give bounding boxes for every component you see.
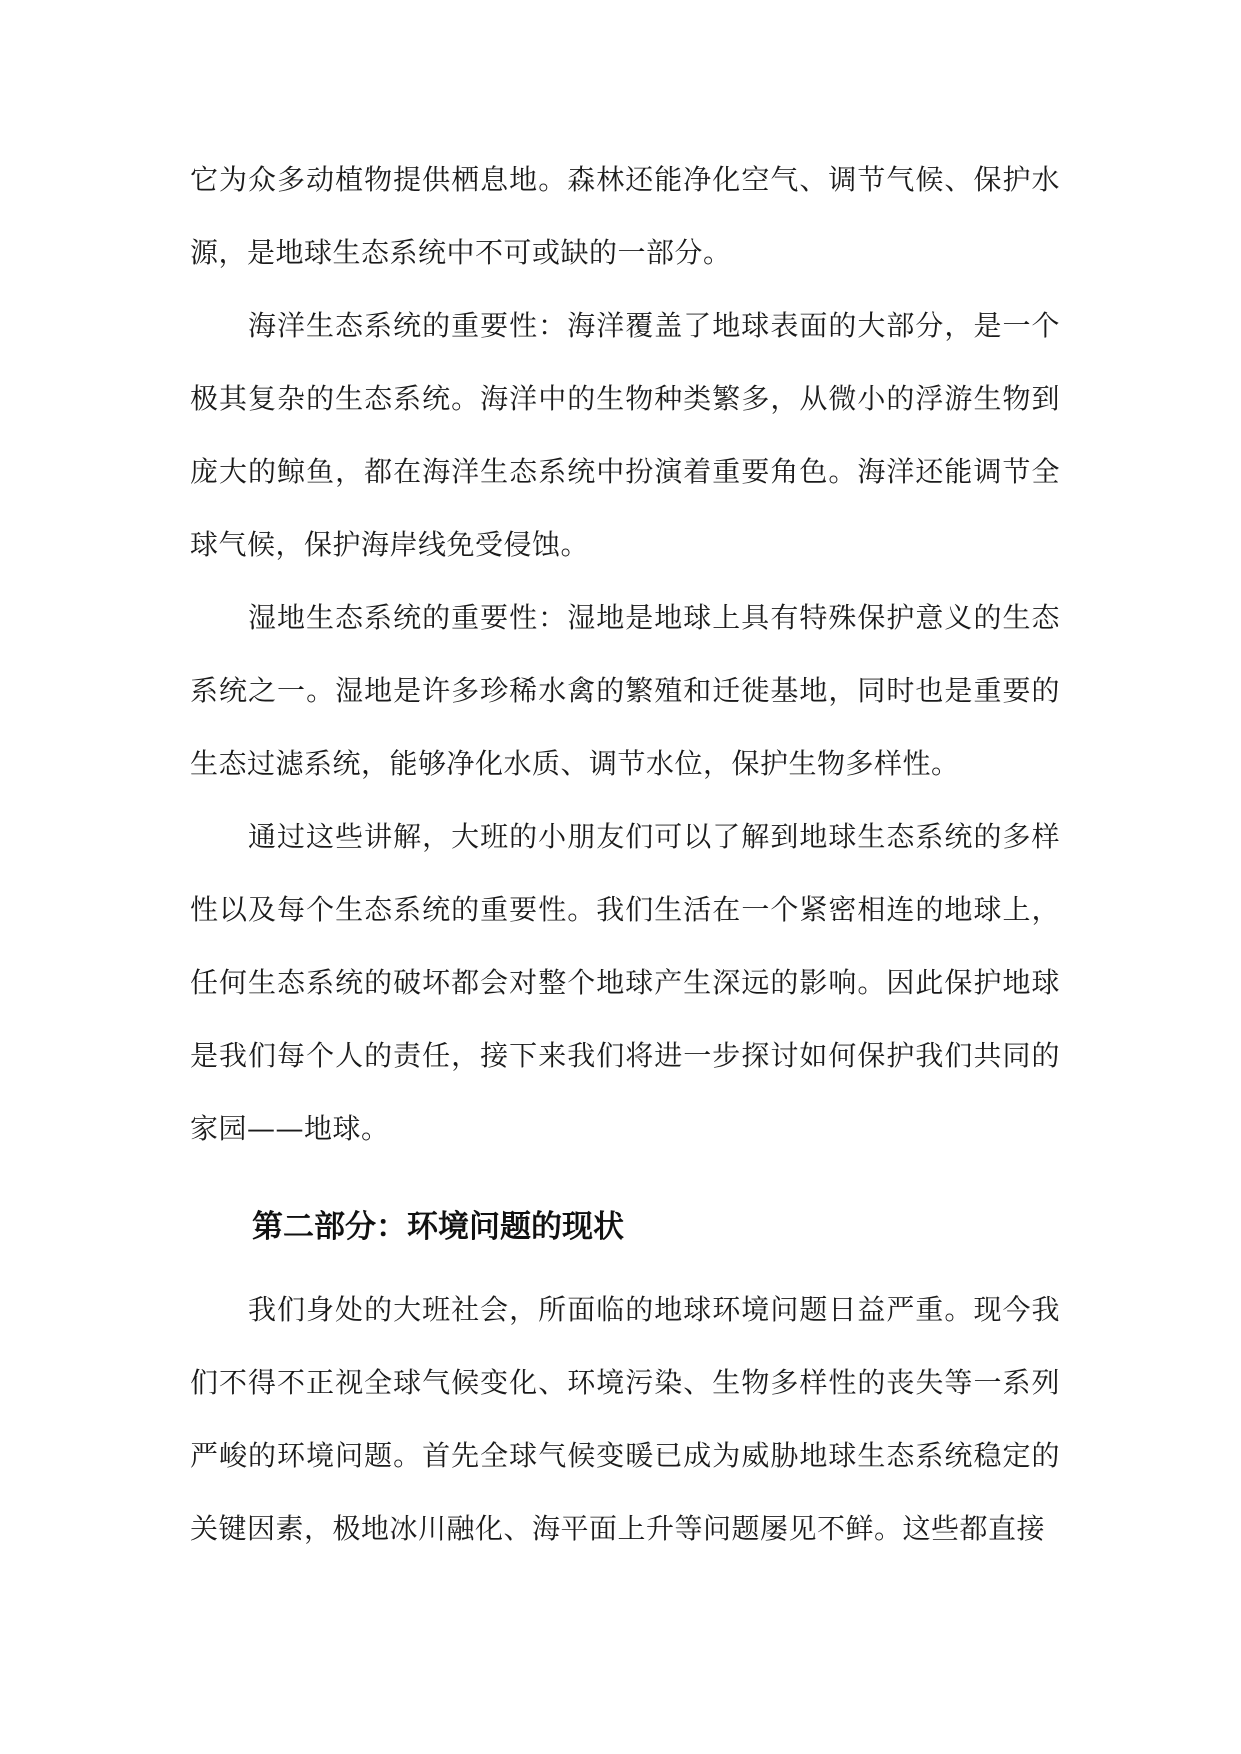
paragraph-wetland-ecosystem: 湿地生态系统的重要性：湿地是地球上具有特殊保护意义的生态系统之一。湿地是许多珍稀水禽的繁殖和迁徙基地，同时也是重要的生态过滤系统，能够净化水质、调节水位，保护生物多样性。 — [190, 601, 1060, 780]
paragraph-ocean-ecosystem: 海洋生态系统的重要性：海洋覆盖了地球表面的大部分，是一个极其复杂的生态系统。海洋中的生物种类繁多，从微小的浮游生物到庞大的鲸鱼，都在海洋生态系统中扮演着重要角色。海洋还能调节全球气候，保护海岸线免受侵蚀。 — [190, 309, 1060, 561]
paragraph-environment-status: 我们身处的大班社会，所面临的地球环境问题日益严重。现今我们不得不正视全球气候变化、环境污染、生物多样性的丧失等一系列严峻的环境问题。首先全球气候变暖已成为威胁地球生态系统稳定的关键因素，极地冰川融化、海平面上升等问题屡见不鲜。这些都直接 — [190, 1293, 1060, 1545]
document-body — [190, 143, 1060, 1565]
paragraph-summary: 通过这些讲解，大班的小朋友们可以了解到地球生态系统的多样性以及每个生态系统的重要性。我们生活在一个紧密相连的地球上，任何生态系统的破坏都会对整个地球产生深远的影响。因此保护地球是我们每个人的责任，接下来我们将进一步探讨如何保护我们共同的家园——地球。 — [190, 820, 1060, 1145]
section-heading: 第二部分：环境问题的现状 — [252, 1209, 624, 1245]
paragraph-forest-continuation: 它为众多动植物提供栖息地。森林还能净化空气、调节气候、保护水源，是地球生态系统中不可或缺的一部分。 — [190, 163, 1060, 269]
